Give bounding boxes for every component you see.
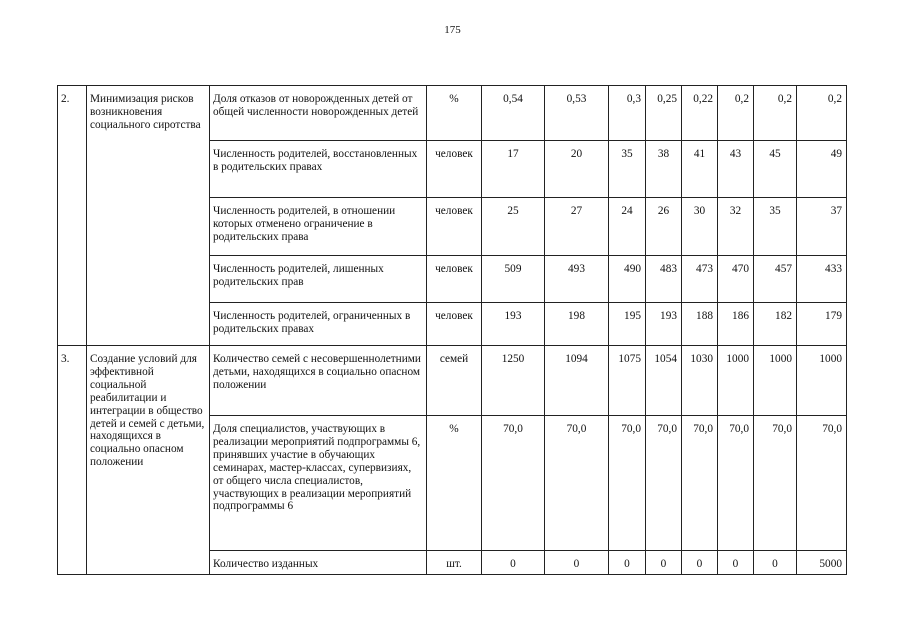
indicator-unit: семей — [427, 346, 482, 416]
indicator-value: 24 — [609, 198, 646, 256]
indicator-value: 0,3 — [609, 86, 646, 141]
indicator-name: Численность родителей, восстановленных в родительских правах — [210, 141, 427, 198]
indicator-value: 195 — [609, 303, 646, 346]
indicator-value: 186 — [718, 303, 754, 346]
indicator-value: 433 — [797, 256, 847, 303]
indicator-value: 32 — [718, 198, 754, 256]
indicators-table — [57, 85, 847, 575]
indicator-value: 27 — [545, 198, 609, 256]
indicator-value: 49 — [797, 141, 847, 198]
indicator-value: 70,0 — [754, 416, 797, 551]
indicator-value: 0 — [646, 551, 682, 575]
indicator-value: 0,2 — [797, 86, 847, 141]
section-task: Минимизация рисков возникновения социального сиротства — [87, 86, 210, 346]
indicator-value: 483 — [646, 256, 682, 303]
page-number: 175 — [444, 24, 461, 36]
indicator-unit: человек — [427, 141, 482, 198]
indicator-name: Доля отказов от новорожденных детей от общей численности новорожденных детей — [210, 86, 427, 141]
indicator-value: 0 — [482, 551, 545, 575]
indicator-value: 45 — [754, 141, 797, 198]
indicator-value: 193 — [646, 303, 682, 346]
indicator-value: 509 — [482, 256, 545, 303]
indicator-value: 35 — [754, 198, 797, 256]
indicator-value: 182 — [754, 303, 797, 346]
indicator-value: 20 — [545, 141, 609, 198]
indicator-value: 70,0 — [609, 416, 646, 551]
indicator-value: 198 — [545, 303, 609, 346]
indicator-value: 179 — [797, 303, 847, 346]
indicator-value: 43 — [718, 141, 754, 198]
indicator-unit: человек — [427, 198, 482, 256]
section-task: Создание условий для эффективной социальной реабилитации и интеграции в общество детей и семей с детьми, находящихся в социально опасном положении — [87, 346, 210, 575]
indicator-value: 188 — [682, 303, 718, 346]
indicator-value: 25 — [482, 198, 545, 256]
table-row — [58, 346, 847, 416]
indicator-value: 70,0 — [797, 416, 847, 551]
indicator-value: 1030 — [682, 346, 718, 416]
indicator-name: Доля специалистов, участвующих в реализации мероприятий подпрограммы 6, принявших участие в обучающих семинарах, мастер-классах, супервизиях, от общего числа специалистов, участвующих в реализации мероприятий подпрограммы 6 — [210, 416, 427, 551]
indicator-value: 70,0 — [718, 416, 754, 551]
indicator-unit: % — [427, 86, 482, 141]
indicator-value: 0 — [718, 551, 754, 575]
indicator-unit: человек — [427, 256, 482, 303]
indicator-value: 5000 — [797, 551, 847, 575]
indicator-name: Численность родителей, в отношении которых отменено ограничение в родительских права — [210, 198, 427, 256]
indicator-value: 1250 — [482, 346, 545, 416]
indicator-value: 0,25 — [646, 86, 682, 141]
indicator-value: 457 — [754, 256, 797, 303]
indicator-value: 1000 — [797, 346, 847, 416]
indicator-value: 0 — [754, 551, 797, 575]
indicator-value: 1000 — [718, 346, 754, 416]
indicator-value: 70,0 — [545, 416, 609, 551]
section-number: 3. — [58, 346, 87, 575]
indicator-value: 35 — [609, 141, 646, 198]
indicator-value: 17 — [482, 141, 545, 198]
indicator-unit: % — [427, 416, 482, 551]
indicator-value: 70,0 — [646, 416, 682, 551]
indicator-value: 473 — [682, 256, 718, 303]
indicator-value: 490 — [609, 256, 646, 303]
indicator-value: 38 — [646, 141, 682, 198]
indicator-value: 493 — [545, 256, 609, 303]
indicator-value: 1000 — [754, 346, 797, 416]
indicator-value: 0,53 — [545, 86, 609, 141]
table-row — [58, 86, 847, 141]
indicator-value: 70,0 — [682, 416, 718, 551]
indicator-value: 0 — [545, 551, 609, 575]
indicator-value: 193 — [482, 303, 545, 346]
indicator-name: Количество изданных — [210, 551, 427, 575]
indicator-value: 470 — [718, 256, 754, 303]
indicator-value: 0,54 — [482, 86, 545, 141]
indicator-name: Численность родителей, ограниченных в родительских правах — [210, 303, 427, 346]
indicator-value: 26 — [646, 198, 682, 256]
indicator-value: 41 — [682, 141, 718, 198]
indicator-value: 1094 — [545, 346, 609, 416]
indicator-value: 0 — [609, 551, 646, 575]
indicator-value: 1054 — [646, 346, 682, 416]
indicator-value: 30 — [682, 198, 718, 256]
indicator-value: 0,22 — [682, 86, 718, 141]
section-number: 2. — [58, 86, 87, 346]
indicator-name: Количество семей с несовершеннолетними детьми, находящихся в социально опасном положении — [210, 346, 427, 416]
indicator-value: 37 — [797, 198, 847, 256]
indicator-value: 0,2 — [718, 86, 754, 141]
indicator-value: 70,0 — [482, 416, 545, 551]
indicator-value: 1075 — [609, 346, 646, 416]
indicator-value: 0 — [682, 551, 718, 575]
indicator-unit: шт. — [427, 551, 482, 575]
indicator-name: Численность родителей, лишенных родительских прав — [210, 256, 427, 303]
indicator-unit: человек — [427, 303, 482, 346]
indicator-value: 0,2 — [754, 86, 797, 141]
